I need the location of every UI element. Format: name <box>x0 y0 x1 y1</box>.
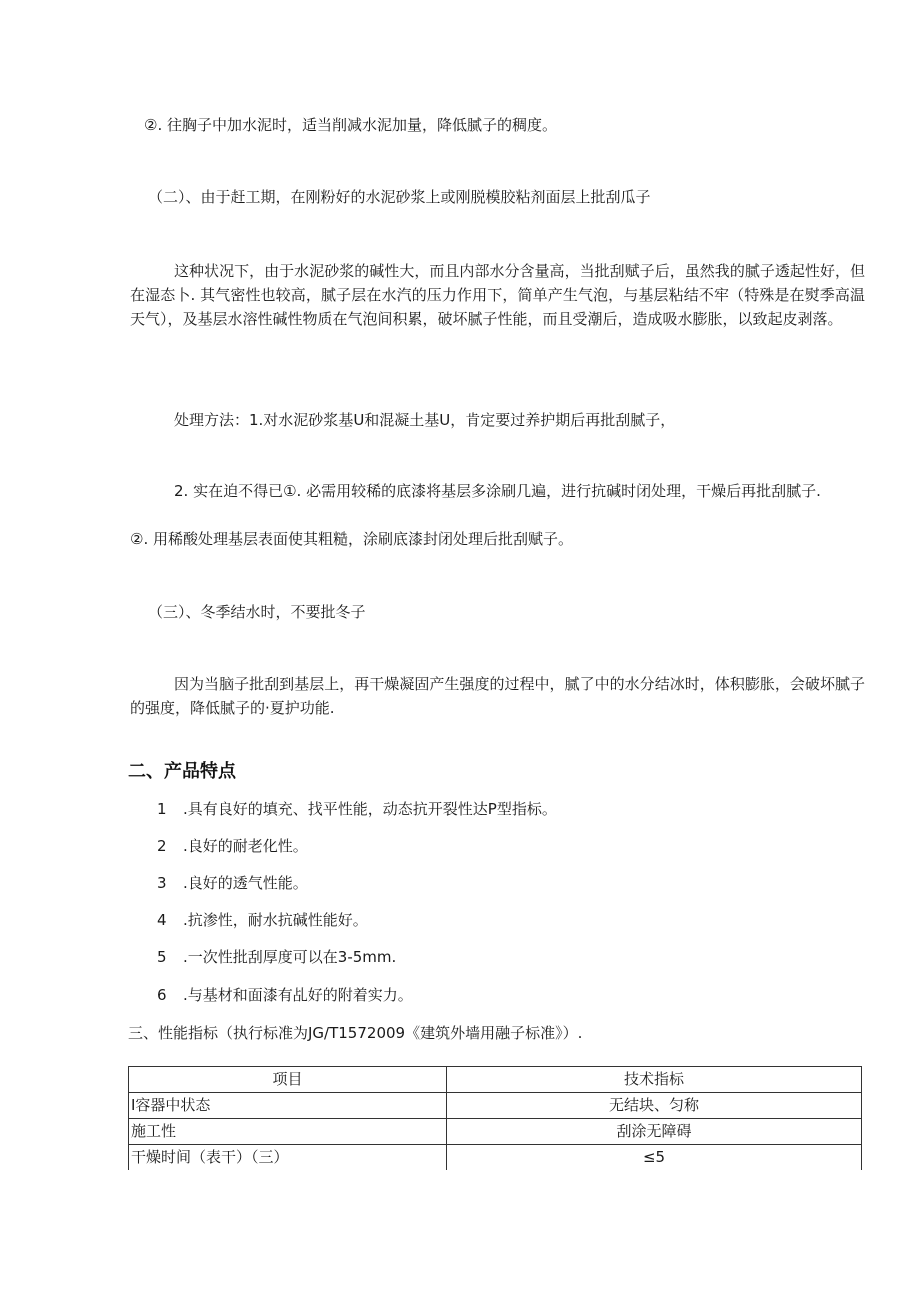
table-cell: I容器中状态 <box>129 1093 447 1119</box>
list-item-number: 3 <box>157 874 167 892</box>
subheading-winter: （三）、冬季结水时，不要批冬子 <box>148 603 366 621</box>
list-item-text: .与基材和面漆有乩好的附着实力。 <box>183 986 413 1004</box>
table-row <box>129 1145 862 1171</box>
paragraph-freezing: 因为当脑子批刮到基层上，再干燥凝固产生强度的过程中，腻了中的水分结冰时，体积膨胀，会破坏腻子的强度，降低腻子的·夏护功能. <box>130 675 865 717</box>
subheading-rushed-schedule: （二）、由于赶工期，在刚粉好的水泥砂浆上或刚脱模胶粘剂面层上批刮瓜子 <box>148 188 651 206</box>
section-title-performance: 三、性能指标（执行标准为JG/T1572009《建筑外墙用融子标准》）. <box>128 1024 583 1042</box>
list-item-number: 5 <box>157 948 167 966</box>
performance-table <box>128 1066 862 1170</box>
text-treatment-method-2: 2. 实在迫不得已①. 必需用较稀的底漆将基层多涂刷几遍，进行抗碱时闭处理，干燥后再批刮腻子. <box>174 482 821 500</box>
list-item <box>157 908 368 932</box>
table-cell: 无结块、匀称 <box>447 1093 862 1119</box>
section-title-features: 二、产品特点 <box>128 761 236 782</box>
list-item-text: .良好的透气性能。 <box>183 874 308 892</box>
list-item-number: 2 <box>157 837 167 855</box>
list-item-text: .一次性批刮厚度可以在3-5mm. <box>183 948 397 966</box>
list-item <box>157 945 396 969</box>
table-cell: 刮涂无障碍 <box>447 1119 862 1145</box>
list-item <box>157 834 308 858</box>
table-header-row <box>129 1067 862 1093</box>
table-header-spec: 技术指标 <box>447 1067 862 1093</box>
table-row <box>129 1093 862 1119</box>
table-cell: ≤5 <box>447 1145 862 1171</box>
text-treatment-method-1: 处理方法：1.对水泥砂浆基U和混凝土基U，肯定要过养护期后再批刮腻子， <box>174 411 676 429</box>
list-item <box>157 983 413 1007</box>
text-line-putty-cement: ②. 往胸子中加水泥时，适当削减水泥加量，降低腻子的稠度。 <box>144 116 557 134</box>
table-row <box>129 1119 862 1145</box>
table-cell: 施工性 <box>129 1119 447 1145</box>
list-item-text: .良好的耐老化性。 <box>183 837 308 855</box>
list-item-number: 6 <box>157 986 167 1004</box>
list-item <box>157 871 308 895</box>
list-item-text: .抗渗性，耐水抗碱性能好。 <box>183 911 368 929</box>
text-treatment-method-2b: ②. 用稀酸处理基层表面使其粗糙，涂刷底漆封闭处理后批刮赋子。 <box>130 530 573 548</box>
list-item-text: .具有良好的填充、找平性能，动态抗开裂性达P型指标。 <box>183 800 557 818</box>
table-cell: 干燥时间（表干）（三） <box>129 1145 447 1171</box>
list-item-number: 4 <box>157 911 167 929</box>
table-header-item: 项目 <box>129 1067 447 1093</box>
list-item-number: 1 <box>157 800 167 818</box>
paragraph-alkaline-mortar: 这种状况下，由于水泥砂浆的碱性大，而且内部水分含量高，当批刮赋子后，虽然我的腻子透起性好，但在湿态卜. 其气密性也较高，腻子层在水汽的压力作用下，简单产生气泡，与基层粘结不牢（特殊是在熨季高温天气），及基层水溶性碱性物质在气泡间积累，破坏腻子性能，而且受潮后，造成吸水膨胀，以致起皮剥落。 <box>130 262 865 328</box>
list-item <box>157 797 557 821</box>
